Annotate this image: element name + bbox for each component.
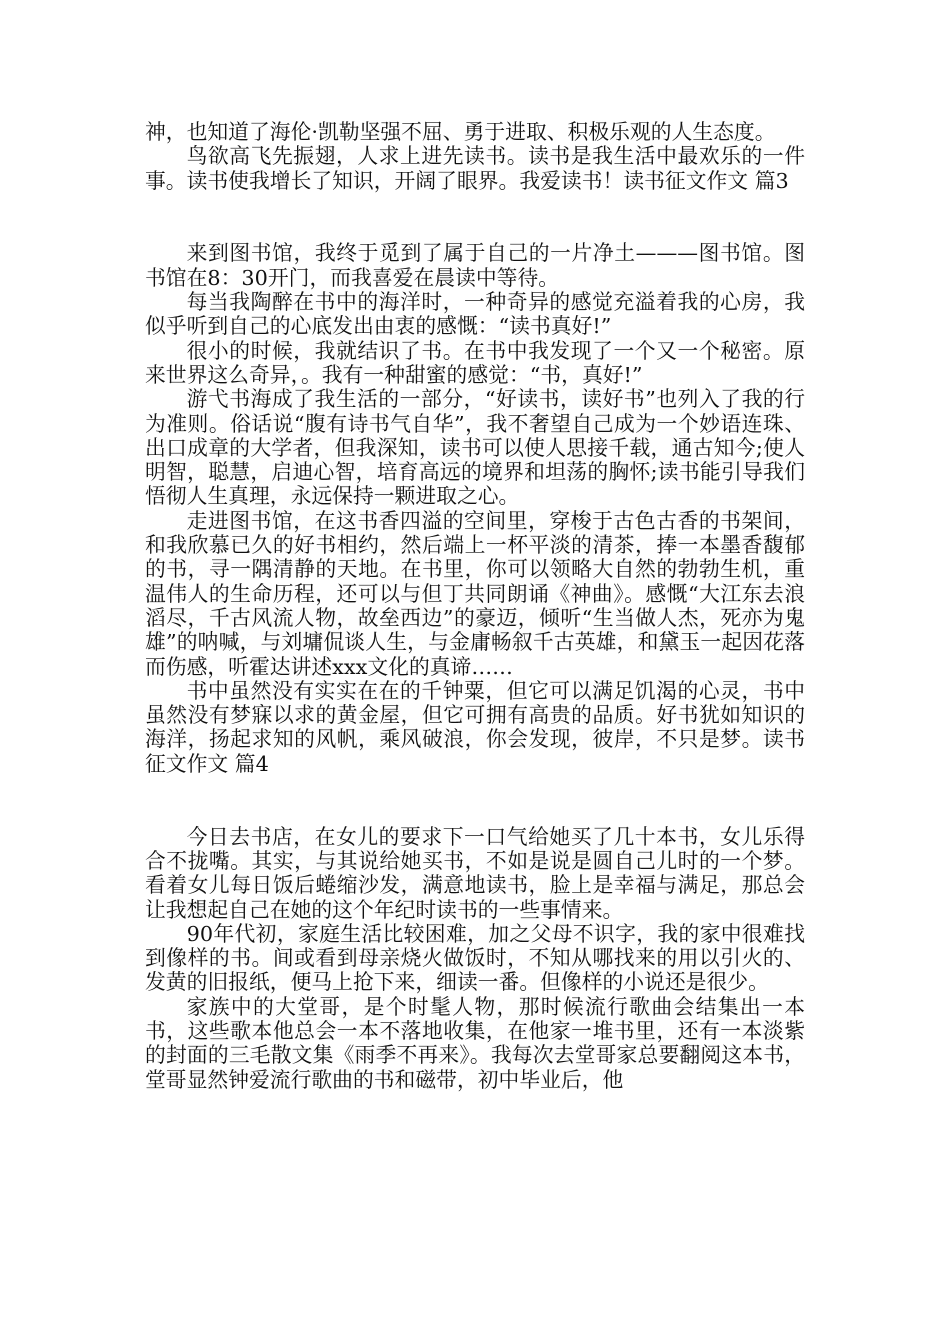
paragraph: 来到图书馆，我终于觅到了属于自己的一片净土———图书馆。图书馆在8：30开门，而我喜爱在晨读中等待。 (145, 241, 805, 290)
paragraph: 90年代初，家庭生活比较困难，加之父母不识字，我的家中很难找到像样的书。间或看到母亲烧火做饭时，不知从哪找来的用以引火的、发黄的旧报纸，便马上抢下来，细读一番。但像样的小说还是很少。 (145, 921, 805, 995)
section-gap (145, 776, 805, 825)
paragraph: 鸟欲高飞先振翅，人求上进先读书。读书是我生活中最欢乐的一件事。读书使我增长了知识，开阔了眼界。我爱读书！读书征文作文 篇3 (145, 144, 805, 193)
paragraph: 家族中的大堂哥，是个时髦人物，那时候流行歌曲会结集出一本书，这些歌本他总会一本不落地收集，在他家一堆书里，还有一本淡紫的封面的三毛散文集《雨季不再来》。我每次去堂哥家总要翻阅这本书，堂哥显然钟爱流行歌曲的书和磁带，初中毕业后，他 (145, 994, 805, 1092)
paragraph: 游弋书海成了我生活的一部分，“好读书，读好书”也列入了我的行为准则。俗话说“腹有诗书气自华”，我不奢望自己成为一个妙语连珠、出口成章的大学者，但我深知，读书可以使人思接千载，通古知今;使人明智，聪慧，启迪心智，培育高远的境界和坦荡的胸怀;读书能引导我们悟彻人生真理，永远保持一颗进取之心。 (145, 387, 805, 509)
paragraph: 很小的时候，我就结识了书。在书中我发现了一个又一个秘密。原来世界这么奇异，。我有一种甜蜜的感觉：“书，真好!” (145, 338, 805, 387)
paragraph: 书中虽然没有实实在在的千钟粟，但它可以满足饥渴的心灵，书中虽然没有梦寐以求的黄金屋，但它可拥有高贵的品质。好书犹如知识的海洋，扬起求知的风帆，乘风破浪，你会发现，彼岸，不只是梦。读书征文作文 篇4 (145, 678, 805, 776)
paragraph: 每当我陶醉在书中的海洋时，一种奇异的感觉充溢着我的心房，我似乎听到自己的心底发出由衷的感慨：“读书真好!” (145, 290, 805, 339)
paragraph: 今日去书店，在女儿的要求下一口气给她买了几十本书，女儿乐得合不拢嘴。其实，与其说给她买书，不如是说是圆自己儿时的一个梦。看着女儿每日饭后蜷缩沙发，满意地读书，脸上是幸福与满足，那总会让我想起自己在她的这个年纪时读书的一些事情来。 (145, 824, 805, 922)
paragraph: 走进图书馆，在这书香四溢的空间里，穿梭于古色古香的书架间，和我欣慕已久的好书相约，然后端上一杯平淡的清茶，捧一本墨香馥郁的书，寻一隅清静的天地。在书里，你可以领略大自然的勃勃生机，重温伟人的生命历程，还可以与但丁共同朗诵《神曲》。感慨“大江东去浪滔尽，千古风流人物，故垒西边”的豪迈，倾听“生当做人杰，死亦为鬼雄”的呐喊，与刘墉侃谈人生，与金庸畅叙千古英雄，和黛玉一起因花落而伤感，听霍达讲述xxx文化的真谛…… (145, 508, 805, 679)
paragraph: 神，也知道了海伦·凯勒坚强不屈、勇于进取、积极乐观的人生态度。 (145, 120, 776, 144)
document-body (145, 120, 805, 1092)
section-gap (145, 193, 805, 242)
